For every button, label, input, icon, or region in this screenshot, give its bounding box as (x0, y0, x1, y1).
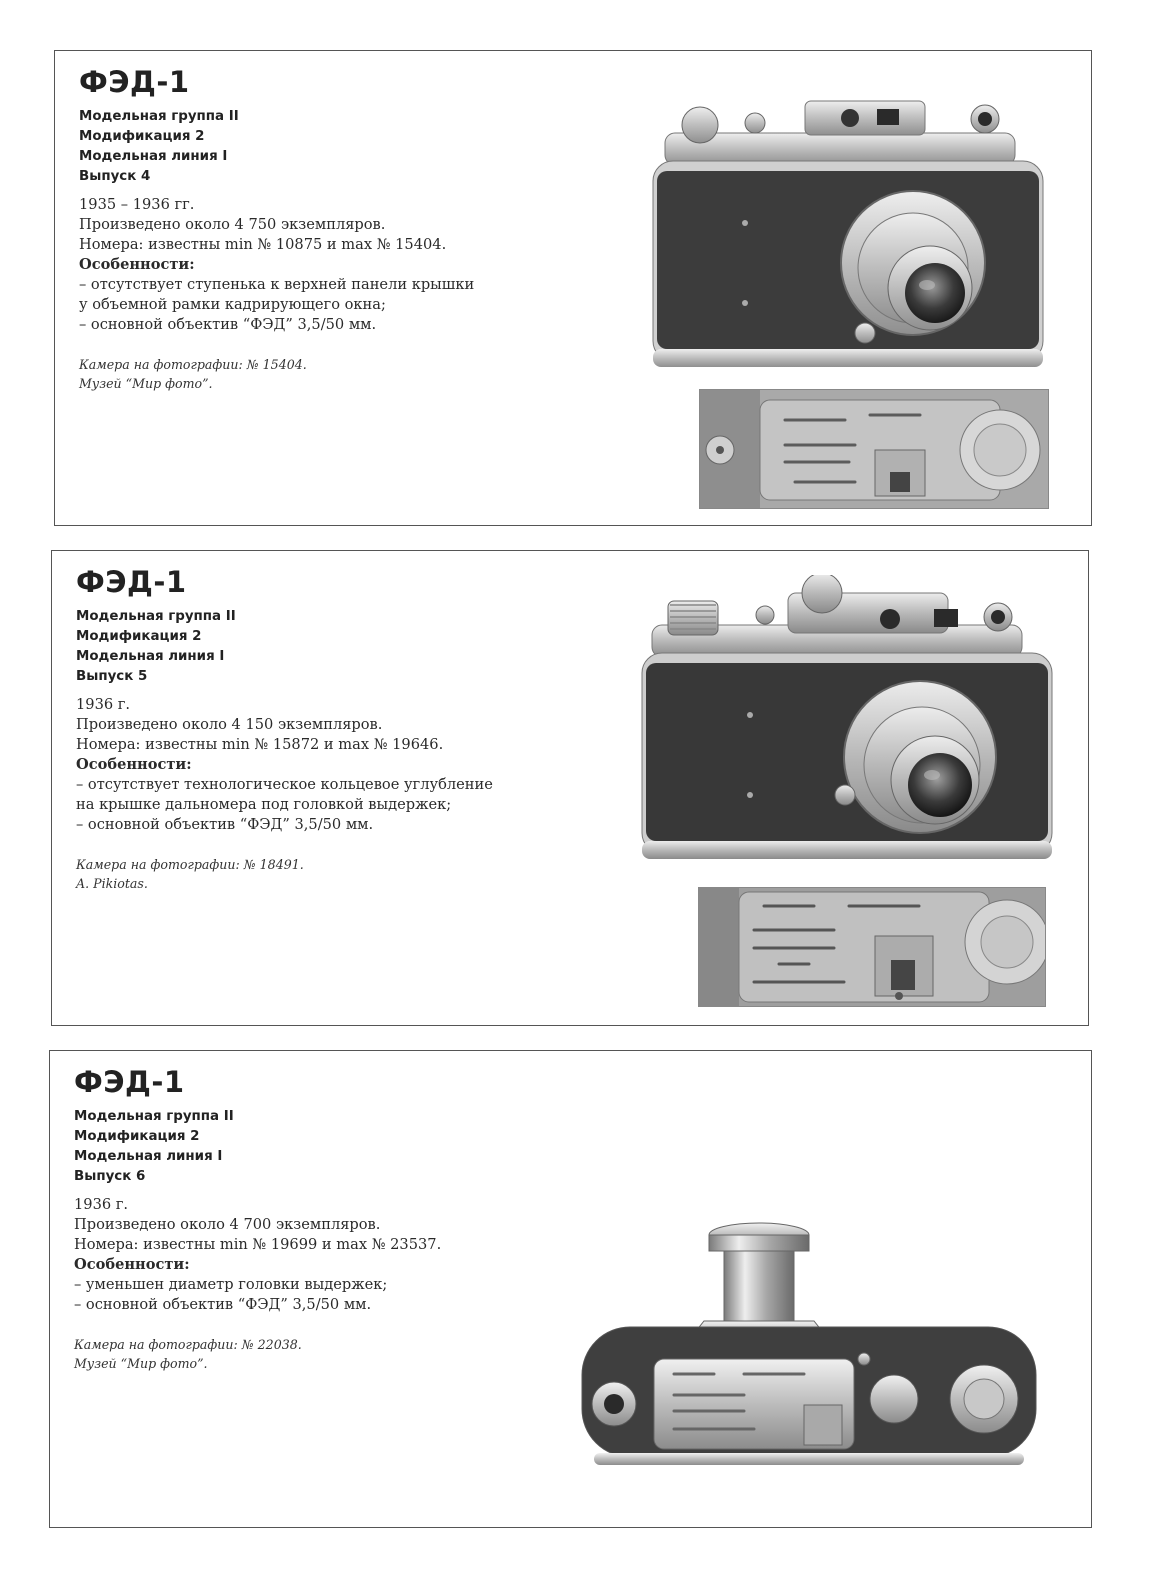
release: Выпуск 4 (79, 169, 151, 184)
camera-top-photo (574, 1209, 1044, 1481)
caption-line: Камера на фотографии: № 18491. (76, 857, 304, 872)
description (76, 695, 576, 835)
description (74, 1195, 574, 1315)
caption-line: Камера на фотографии: № 15404. (79, 357, 307, 372)
features-heading: Особенности: (74, 1256, 190, 1273)
serial-numbers: Номера: известны min № 15872 и max № 19646. (76, 736, 444, 753)
serial-numbers: Номера: известны min № 19699 и max № 23537. (74, 1236, 442, 1253)
card-title: ФЭД-1 (79, 65, 190, 99)
features-heading: Особенности: (76, 756, 192, 773)
model-group: Модельная группа II (74, 1109, 234, 1124)
features-heading: Особенности: (79, 256, 195, 273)
years: 1936 г. (74, 1196, 129, 1213)
camera-front-illustration (590, 575, 1060, 867)
model-info (79, 107, 579, 187)
camera-front-photo (595, 93, 1055, 383)
card-text (74, 1065, 574, 1373)
model-line: Модельная линия I (76, 649, 225, 664)
years: 1936 г. (76, 696, 131, 713)
camera-card-1 (54, 50, 1092, 526)
release: Выпуск 5 (76, 669, 148, 684)
modification: Модификация 2 (76, 629, 202, 644)
camera-card-2 (51, 550, 1089, 1026)
camera-front-photo (590, 575, 1060, 867)
feature-line: на крышке дальномера под головкой выдержек; (76, 796, 452, 813)
model-line: Модельная линия I (74, 1149, 223, 1164)
years: 1935 – 1936 гг. (79, 196, 195, 213)
release: Выпуск 6 (74, 1169, 146, 1184)
feature-line: – основной объектив “ФЭД” 3,5/50 мм. (74, 1296, 372, 1313)
camera-front-illustration (595, 93, 1055, 383)
produced: Произведено около 4 700 экземпляров. (74, 1216, 381, 1233)
description (79, 195, 579, 335)
modification: Модификация 2 (74, 1129, 200, 1144)
feature-line: – уменьшен диаметр головки выдержек; (74, 1276, 388, 1293)
caption-line: Музей “Мир фото”. (79, 376, 213, 391)
engraving-illustration (699, 888, 1045, 1006)
caption-line: A. Pikiotas. (76, 876, 148, 891)
model-line: Модельная линия I (79, 149, 228, 164)
card-title: ФЭД-1 (76, 565, 187, 599)
top-plate-detail-photo (698, 887, 1046, 1007)
serial-numbers: Номера: известны min № 10875 и max № 15404. (79, 236, 447, 253)
top-plate-detail-photo (699, 389, 1049, 509)
photo-caption (74, 1335, 574, 1373)
camera-top-illustration (574, 1209, 1044, 1481)
photo-caption (76, 855, 576, 893)
card-text (76, 565, 576, 893)
model-info (74, 1107, 574, 1187)
produced: Произведено около 4 150 экземпляров. (76, 716, 383, 733)
model-group: Модельная группа II (76, 609, 236, 624)
feature-line: – отсутствует ступенька к верхней панели крышки (79, 276, 475, 293)
feature-line: у объемной рамки кадрирующего окна; (79, 296, 386, 313)
modification: Модификация 2 (79, 129, 205, 144)
produced: Произведено около 4 750 экземпляров. (79, 216, 386, 233)
feature-line: – основной объектив “ФЭД” 3,5/50 мм. (79, 316, 377, 333)
model-info (76, 607, 576, 687)
caption-line: Камера на фотографии: № 22038. (74, 1337, 302, 1352)
feature-line: – основной объектив “ФЭД” 3,5/50 мм. (76, 816, 374, 833)
model-group: Модельная группа II (79, 109, 239, 124)
card-title: ФЭД-1 (74, 1065, 185, 1099)
caption-line: Музей “Мир фото”. (74, 1356, 208, 1371)
engraving-illustration (700, 390, 1048, 508)
photo-caption (79, 355, 579, 393)
camera-card-3 (49, 1050, 1092, 1528)
card-text (79, 65, 579, 393)
feature-line: – отсутствует технологическое кольцевое углубление (76, 776, 493, 793)
